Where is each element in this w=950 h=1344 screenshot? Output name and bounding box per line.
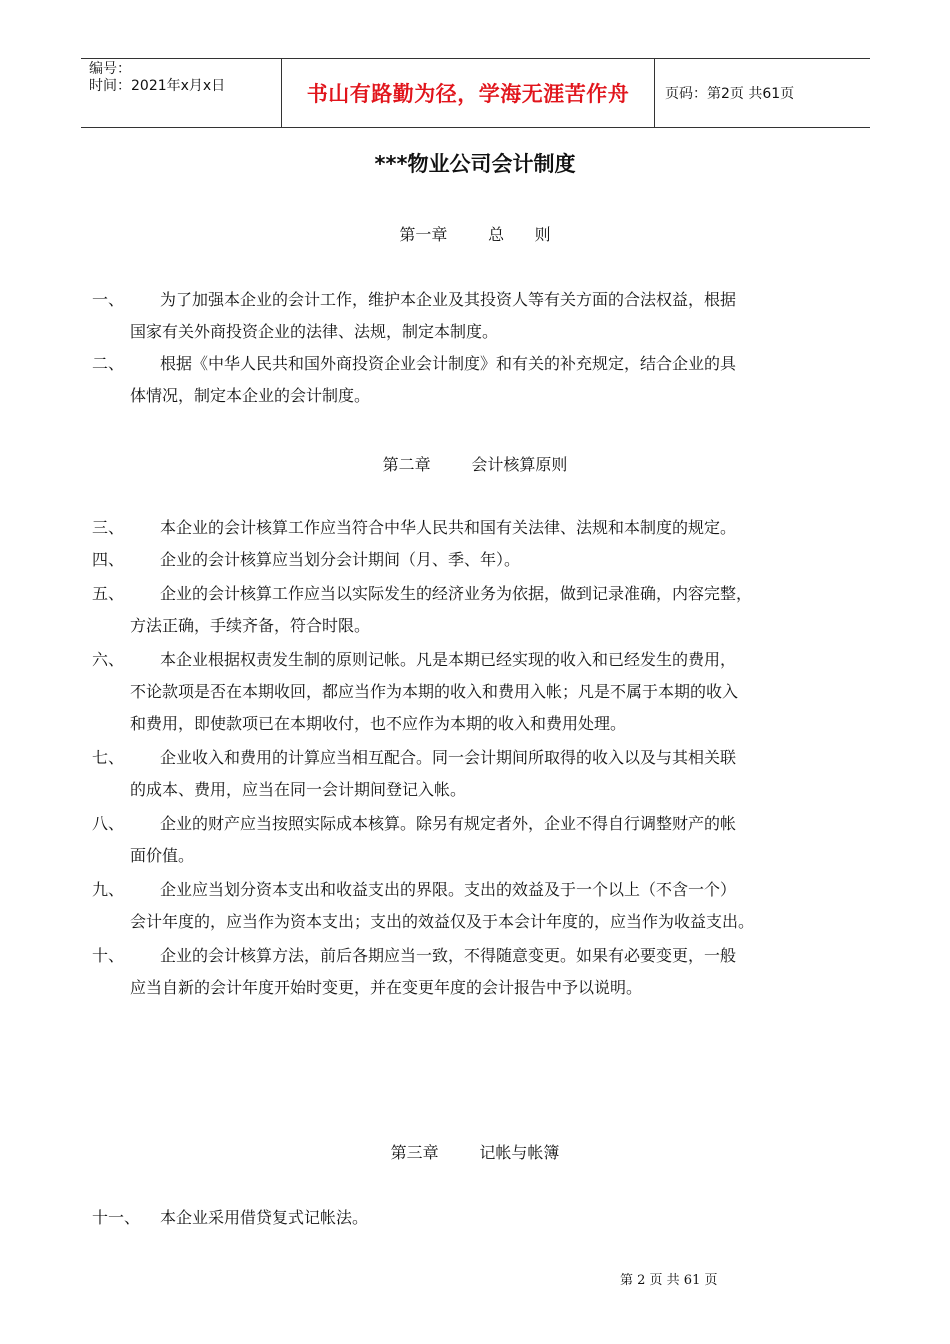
article-1 [92,284,872,348]
article-number: 七、 [92,748,125,767]
article-number: 八、 [92,814,125,833]
article-text: 本企业根据权责发生制的原则记帐。凡是本期已经实现的收入和已经发生的费用， [160,650,737,669]
article-text-cont: 的成本、费用，应当在同一会计期间登记入帐。 [130,780,467,799]
article-3 [92,512,872,544]
article-text: 企业的会计核算工作应当以实际发生的经济业务为依据，做到记录准确，内容完整， [160,584,753,603]
article-number: 三、 [92,518,125,537]
article-text: 企业应当划分资本支出和收益支出的界限。支出的效益及于一个以上（不含一个） [160,880,737,899]
article-number: 五、 [92,584,125,603]
article-text-cont: 面价值。 [130,846,195,865]
header-motto-cell [281,59,655,127]
article-8 [92,808,872,872]
chapter-3-heading: 第三章 记帐与帐簿 [390,1143,560,1162]
article-text: 企业收入和费用的计算应当相互配合。同一会计期间所取得的收入以及与其相关联 [160,748,737,767]
article-text: 本企业的会计核算工作应当符合中华人民共和国有关法律、法规和本制度的规定。 [160,518,737,537]
article-number: 四、 [92,550,125,569]
article-text-cont: 和费用，即使款项已在本期收付，也不应作为本期的收入和费用处理。 [130,714,627,733]
article-text: 本企业采用借贷复式记帐法。 [160,1208,369,1227]
article-number: 一、 [92,290,125,309]
header-page-info-cell [655,59,870,127]
page-footer: 第 2 页 共 61 页 [620,1273,718,1288]
article-text: 根据《中华人民共和国外商投资企业会计制度》和有关的补充规定，结合企业的具 [160,354,737,373]
date-label: 时间：2021年x月x日 [89,78,226,94]
article-text-cont: 不论款项是否在本期收回，都应当作为本期的收入和费用入帐；凡是不属于本期的收入 [130,682,739,701]
article-11 [92,1202,872,1234]
article-text-cont: 应当自新的会计年度开始时变更，并在变更年度的会计报告中予以说明。 [130,978,643,997]
article-text-cont: 会计年度的，应当作为资本支出；支出的效益仅及于本会计年度的，应当作为收益支出。 [130,912,755,931]
article-7 [92,742,872,806]
article-text: 企业的财产应当按照实际成本核算。除另有规定者外，企业不得自行调整财产的帐 [160,814,737,833]
article-text-cont: 国家有关外商投资企业的法律、法规，制定本制度。 [130,322,499,341]
article-number: 二、 [92,354,125,373]
document-title: ***物业公司会计制度 [374,152,576,176]
article-number: 九、 [92,880,125,899]
article-text: 为了加强本企业的会计工作，维护本企业及其投资人等有关方面的合法权益，根据 [160,290,737,309]
doc-number-label: 编号： [89,61,131,77]
article-text-cont: 方法正确，手续齐备，符合时限。 [130,616,371,635]
article-4 [92,544,872,576]
article-10 [92,940,872,1004]
chapter-2-heading: 第二章 会计核算原则 [382,455,568,474]
article-text: 企业的会计核算应当划分会计期间（月、季、年）。 [160,550,521,569]
article-9 [92,874,872,938]
article-number: 十、 [92,946,125,965]
article-5 [92,578,872,642]
article-number: 六、 [92,650,125,669]
chapter-1-heading: 第一章 总 则 [399,225,551,244]
article-6 [92,644,872,740]
article-text: 企业的会计核算方法，前后各期应当一致，不得随意变更。如果有必要变更，一般 [160,946,737,965]
article-text-cont: 体情况，制定本企业的会计制度。 [130,386,371,405]
article-2 [92,348,872,412]
article-number: 十一、 [92,1208,141,1227]
header-meta [81,59,281,127]
page-header [81,58,870,128]
header-motto: 书山有路勤为径，学海无涯苦作舟 [306,82,630,106]
header-page-info: 页码：第2页 共61页 [665,86,795,102]
